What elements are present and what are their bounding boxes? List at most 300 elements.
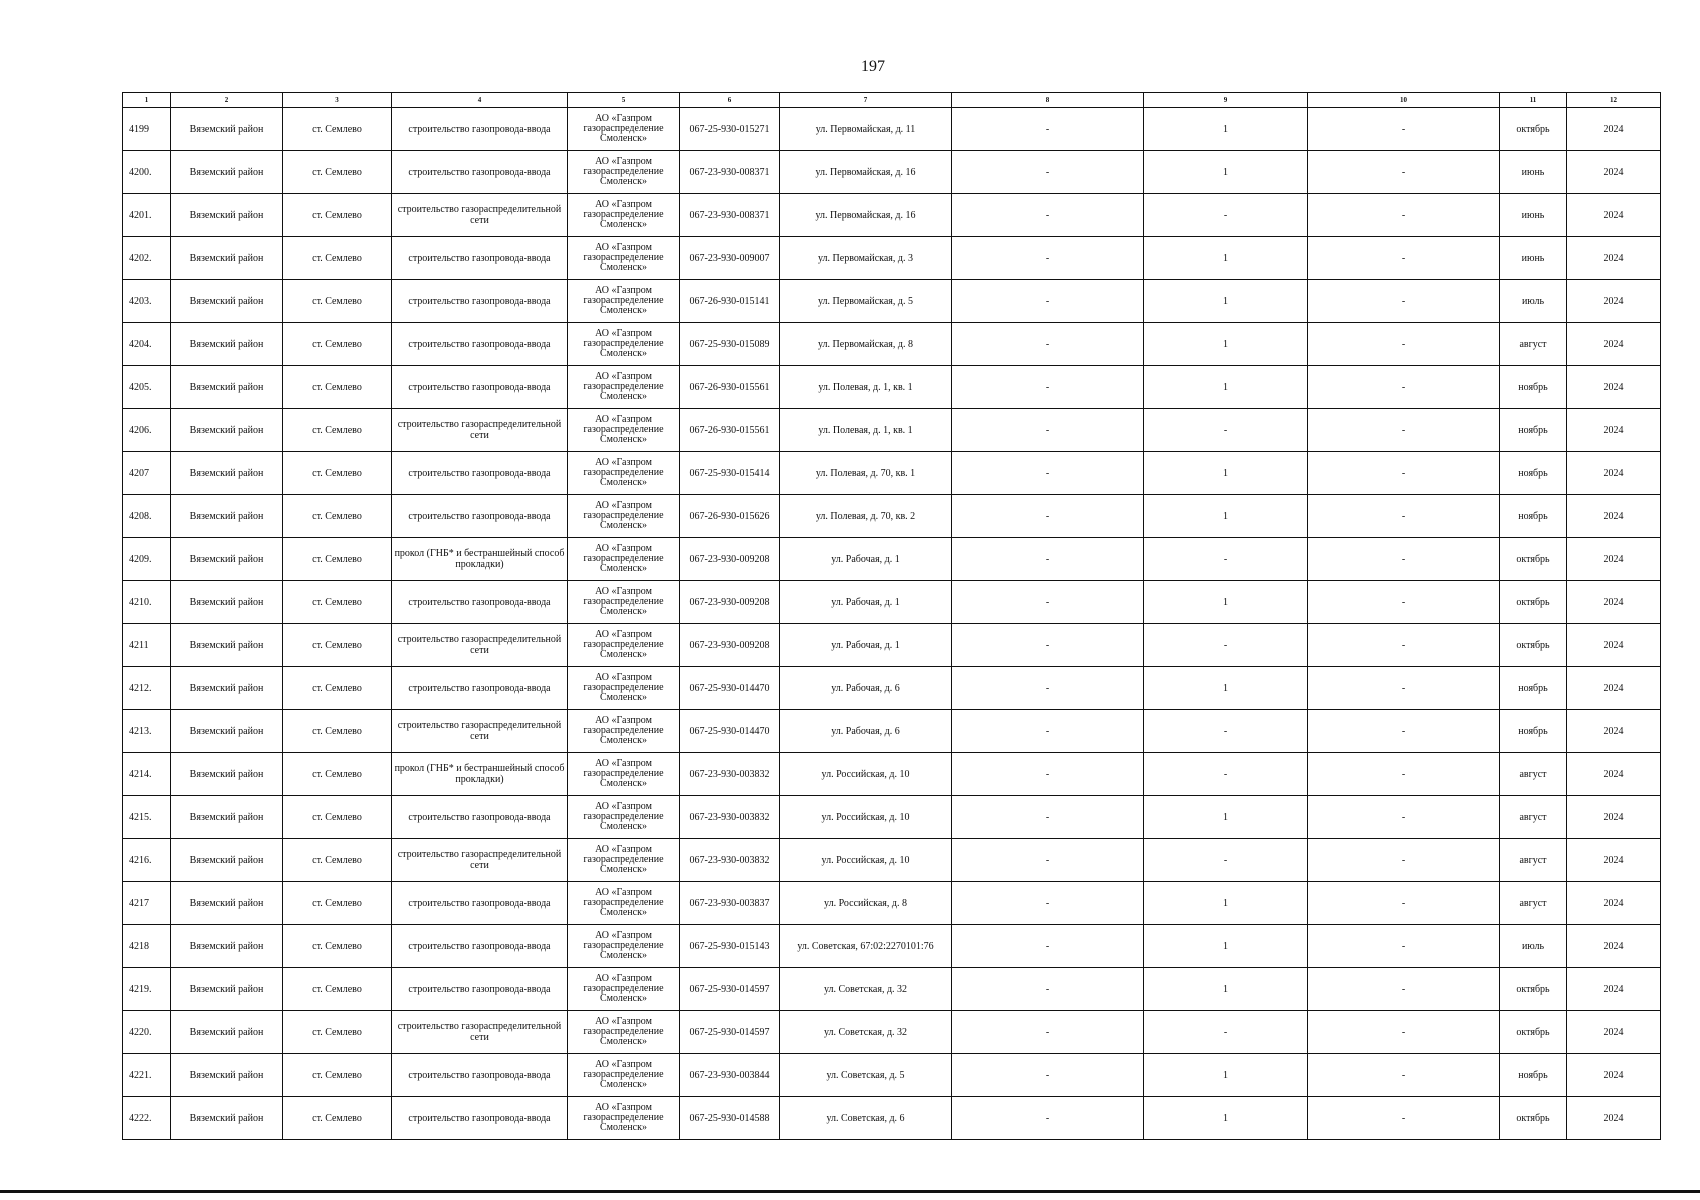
col8-cell: -: [952, 1054, 1144, 1097]
col8-cell: -: [952, 710, 1144, 753]
district-cell: Вяземский район: [171, 839, 283, 882]
col9-cell: -: [1144, 538, 1308, 581]
col10-cell: -: [1308, 237, 1500, 280]
column-header: 11: [1500, 93, 1567, 108]
request-number-cell: 067-25-930-015143: [680, 925, 780, 968]
address-cell: ул. Российская, д. 10: [780, 839, 952, 882]
col10-cell: -: [1308, 882, 1500, 925]
col10-cell: -: [1308, 366, 1500, 409]
work-type-cell: строительство газопровода-ввода: [392, 452, 568, 495]
address-cell: ул. Российская, д. 8: [780, 882, 952, 925]
request-number-cell: 067-23-930-009208: [680, 624, 780, 667]
table-row: [123, 495, 1661, 538]
work-type-cell: строительство газопровода-ввода: [392, 581, 568, 624]
col10-cell: -: [1308, 796, 1500, 839]
year-cell: 2024: [1567, 409, 1661, 452]
month-cell: октябрь: [1500, 538, 1567, 581]
col8-cell: -: [952, 753, 1144, 796]
district-cell: Вяземский район: [171, 237, 283, 280]
organization-cell: АО «Газпром газораспределение Смоленск»: [568, 624, 680, 667]
col9-cell: 1: [1144, 882, 1308, 925]
col8-cell: -: [952, 667, 1144, 710]
table-row: [123, 1054, 1661, 1097]
month-cell: октябрь: [1500, 581, 1567, 624]
col8-cell: -: [952, 151, 1144, 194]
col10-cell: -: [1308, 667, 1500, 710]
address-cell: ул. Рабочая, д. 6: [780, 667, 952, 710]
table-row: [123, 839, 1661, 882]
table-row: [123, 925, 1661, 968]
district-cell: Вяземский район: [171, 108, 283, 151]
column-header: 1: [123, 93, 171, 108]
work-type-cell: строительство газопровода-ввода: [392, 323, 568, 366]
request-number-cell: 067-23-930-003832: [680, 753, 780, 796]
district-cell: Вяземский район: [171, 151, 283, 194]
year-cell: 2024: [1567, 108, 1661, 151]
work-type-cell: строительство газопровода-ввода: [392, 1054, 568, 1097]
column-header: 3: [283, 93, 392, 108]
work-type-cell: строительство газопровода-ввода: [392, 968, 568, 1011]
organization-cell: АО «Газпром газораспределение Смоленск»: [568, 925, 680, 968]
organization-cell: АО «Газпром газораспределение Смоленск»: [568, 409, 680, 452]
col8-cell: -: [952, 323, 1144, 366]
col9-cell: -: [1144, 710, 1308, 753]
month-cell: октябрь: [1500, 108, 1567, 151]
row-number: 4202.: [123, 237, 171, 280]
settlement-cell: ст. Семлево: [283, 839, 392, 882]
row-number: 4201.: [123, 194, 171, 237]
organization-cell: АО «Газпром газораспределение Смоленск»: [568, 667, 680, 710]
col8-cell: -: [952, 280, 1144, 323]
work-type-cell: строительство газопровода-ввода: [392, 796, 568, 839]
month-cell: июнь: [1500, 151, 1567, 194]
organization-cell: АО «Газпром газораспределение Смоленск»: [568, 151, 680, 194]
settlement-cell: ст. Семлево: [283, 710, 392, 753]
district-cell: Вяземский район: [171, 452, 283, 495]
month-cell: ноябрь: [1500, 409, 1567, 452]
year-cell: 2024: [1567, 710, 1661, 753]
gasification-registry-table: [122, 92, 1661, 1140]
work-type-cell: строительство газопровода-ввода: [392, 108, 568, 151]
column-number-header-row: [123, 93, 1661, 108]
month-cell: июнь: [1500, 194, 1567, 237]
request-number-cell: 067-25-930-014470: [680, 710, 780, 753]
settlement-cell: ст. Семлево: [283, 1011, 392, 1054]
month-cell: август: [1500, 753, 1567, 796]
organization-cell: АО «Газпром газораспределение Смоленск»: [568, 194, 680, 237]
organization-cell: АО «Газпром газораспределение Смоленск»: [568, 1011, 680, 1054]
year-cell: 2024: [1567, 495, 1661, 538]
work-type-cell: строительство газопровода-ввода: [392, 366, 568, 409]
month-cell: ноябрь: [1500, 495, 1567, 538]
settlement-cell: ст. Семлево: [283, 452, 392, 495]
registry-body: [123, 108, 1661, 1140]
settlement-cell: ст. Семлево: [283, 624, 392, 667]
work-type-cell: строительство газопровода-ввода: [392, 151, 568, 194]
work-type-cell: строительство газораспределительной сети: [392, 1011, 568, 1054]
year-cell: 2024: [1567, 280, 1661, 323]
col8-cell: -: [952, 968, 1144, 1011]
row-number: 4218: [123, 925, 171, 968]
col8-cell: -: [952, 624, 1144, 667]
request-number-cell: 067-23-930-003837: [680, 882, 780, 925]
table-row: [123, 108, 1661, 151]
col8-cell: -: [952, 495, 1144, 538]
year-cell: 2024: [1567, 968, 1661, 1011]
col9-cell: 1: [1144, 968, 1308, 1011]
month-cell: июль: [1500, 925, 1567, 968]
col9-cell: -: [1144, 624, 1308, 667]
work-type-cell: прокол (ГНБ* и бестраншейный способ прокладки): [392, 538, 568, 581]
work-type-cell: строительство газораспределительной сети: [392, 194, 568, 237]
request-number-cell: 067-23-930-008371: [680, 194, 780, 237]
column-header: 2: [171, 93, 283, 108]
row-number: 4204.: [123, 323, 171, 366]
col9-cell: -: [1144, 839, 1308, 882]
row-number: 4221.: [123, 1054, 171, 1097]
district-cell: Вяземский район: [171, 1097, 283, 1140]
organization-cell: АО «Газпром газораспределение Смоленск»: [568, 796, 680, 839]
col10-cell: -: [1308, 452, 1500, 495]
row-number: 4219.: [123, 968, 171, 1011]
month-cell: октябрь: [1500, 968, 1567, 1011]
organization-cell: АО «Газпром газораспределение Смоленск»: [568, 280, 680, 323]
year-cell: 2024: [1567, 796, 1661, 839]
col10-cell: -: [1308, 968, 1500, 1011]
settlement-cell: ст. Семлево: [283, 925, 392, 968]
row-number: 4200.: [123, 151, 171, 194]
row-number: 4207: [123, 452, 171, 495]
row-number: 4217: [123, 882, 171, 925]
table-row: [123, 796, 1661, 839]
table-row: [123, 581, 1661, 624]
work-type-cell: строительство газораспределительной сети: [392, 624, 568, 667]
address-cell: ул. Первомайская, д. 16: [780, 194, 952, 237]
col9-cell: 1: [1144, 280, 1308, 323]
request-number-cell: 067-26-930-015561: [680, 366, 780, 409]
table-row: [123, 452, 1661, 495]
row-number: 4203.: [123, 280, 171, 323]
col10-cell: -: [1308, 538, 1500, 581]
address-cell: ул. Рабочая, д. 1: [780, 538, 952, 581]
column-header: 9: [1144, 93, 1308, 108]
request-number-cell: 067-26-930-015561: [680, 409, 780, 452]
col10-cell: -: [1308, 1097, 1500, 1140]
col10-cell: -: [1308, 1054, 1500, 1097]
col9-cell: 1: [1144, 1054, 1308, 1097]
month-cell: ноябрь: [1500, 452, 1567, 495]
month-cell: ноябрь: [1500, 1054, 1567, 1097]
settlement-cell: ст. Семлево: [283, 151, 392, 194]
month-cell: ноябрь: [1500, 710, 1567, 753]
district-cell: Вяземский район: [171, 280, 283, 323]
request-number-cell: 067-23-930-009007: [680, 237, 780, 280]
address-cell: ул. Полевая, д. 70, кв. 2: [780, 495, 952, 538]
organization-cell: АО «Газпром газораспределение Смоленск»: [568, 495, 680, 538]
row-number: 4213.: [123, 710, 171, 753]
row-number: 4214.: [123, 753, 171, 796]
row-number: 4211: [123, 624, 171, 667]
district-cell: Вяземский район: [171, 194, 283, 237]
work-type-cell: строительство газопровода-ввода: [392, 495, 568, 538]
district-cell: Вяземский район: [171, 624, 283, 667]
col10-cell: -: [1308, 925, 1500, 968]
col9-cell: 1: [1144, 925, 1308, 968]
request-number-cell: 067-23-930-008371: [680, 151, 780, 194]
work-type-cell: строительство газопровода-ввода: [392, 1097, 568, 1140]
month-cell: август: [1500, 796, 1567, 839]
year-cell: 2024: [1567, 839, 1661, 882]
col9-cell: 1: [1144, 495, 1308, 538]
col9-cell: 1: [1144, 796, 1308, 839]
settlement-cell: ст. Семлево: [283, 968, 392, 1011]
col9-cell: 1: [1144, 366, 1308, 409]
district-cell: Вяземский район: [171, 581, 283, 624]
organization-cell: АО «Газпром газораспределение Смоленск»: [568, 710, 680, 753]
col8-cell: -: [952, 1011, 1144, 1054]
month-cell: июнь: [1500, 237, 1567, 280]
table-row: [123, 366, 1661, 409]
row-number: 4212.: [123, 667, 171, 710]
settlement-cell: ст. Семлево: [283, 796, 392, 839]
month-cell: ноябрь: [1500, 366, 1567, 409]
col10-cell: -: [1308, 495, 1500, 538]
organization-cell: АО «Газпром газораспределение Смоленск»: [568, 323, 680, 366]
settlement-cell: ст. Семлево: [283, 366, 392, 409]
month-cell: август: [1500, 839, 1567, 882]
col9-cell: -: [1144, 1011, 1308, 1054]
organization-cell: АО «Газпром газораспределение Смоленск»: [568, 538, 680, 581]
year-cell: 2024: [1567, 452, 1661, 495]
col8-cell: -: [952, 925, 1144, 968]
table-row: [123, 710, 1661, 753]
col8-cell: -: [952, 452, 1144, 495]
request-number-cell: 067-23-930-009208: [680, 581, 780, 624]
year-cell: 2024: [1567, 194, 1661, 237]
request-number-cell: 067-25-930-014588: [680, 1097, 780, 1140]
year-cell: 2024: [1567, 925, 1661, 968]
request-number-cell: 067-25-930-015414: [680, 452, 780, 495]
col10-cell: -: [1308, 151, 1500, 194]
col8-cell: -: [952, 538, 1144, 581]
col10-cell: -: [1308, 409, 1500, 452]
settlement-cell: ст. Семлево: [283, 753, 392, 796]
work-type-cell: строительство газораспределительной сети: [392, 409, 568, 452]
address-cell: ул. Советская, д. 32: [780, 1011, 952, 1054]
settlement-cell: ст. Семлево: [283, 409, 392, 452]
month-cell: октябрь: [1500, 624, 1567, 667]
year-cell: 2024: [1567, 366, 1661, 409]
organization-cell: АО «Газпром газораспределение Смоленск»: [568, 1054, 680, 1097]
month-cell: ноябрь: [1500, 667, 1567, 710]
col9-cell: -: [1144, 409, 1308, 452]
col9-cell: 1: [1144, 667, 1308, 710]
address-cell: ул. Рабочая, д. 6: [780, 710, 952, 753]
table-row: [123, 667, 1661, 710]
year-cell: 2024: [1567, 624, 1661, 667]
col9-cell: 1: [1144, 452, 1308, 495]
settlement-cell: ст. Семлево: [283, 1097, 392, 1140]
col8-cell: -: [952, 194, 1144, 237]
address-cell: ул. Российская, д. 10: [780, 753, 952, 796]
year-cell: 2024: [1567, 237, 1661, 280]
bottom-rule: [0, 1190, 1700, 1193]
col8-cell: -: [952, 839, 1144, 882]
address-cell: ул. Рабочая, д. 1: [780, 624, 952, 667]
request-number-cell: 067-25-930-015089: [680, 323, 780, 366]
district-cell: Вяземский район: [171, 366, 283, 409]
request-number-cell: 067-23-930-009208: [680, 538, 780, 581]
col10-cell: -: [1308, 323, 1500, 366]
organization-cell: АО «Газпром газораспределение Смоленск»: [568, 452, 680, 495]
table-row: [123, 753, 1661, 796]
table-row: [123, 409, 1661, 452]
address-cell: ул. Первомайская, д. 8: [780, 323, 952, 366]
request-number-cell: 067-23-930-003844: [680, 1054, 780, 1097]
col9-cell: 1: [1144, 323, 1308, 366]
settlement-cell: ст. Семлево: [283, 667, 392, 710]
col10-cell: -: [1308, 839, 1500, 882]
organization-cell: АО «Газпром газораспределение Смоленск»: [568, 581, 680, 624]
year-cell: 2024: [1567, 1054, 1661, 1097]
settlement-cell: ст. Семлево: [283, 495, 392, 538]
row-number: 4206.: [123, 409, 171, 452]
year-cell: 2024: [1567, 151, 1661, 194]
col10-cell: -: [1308, 624, 1500, 667]
year-cell: 2024: [1567, 753, 1661, 796]
table-row: [123, 151, 1661, 194]
table-row: [123, 194, 1661, 237]
column-header: 5: [568, 93, 680, 108]
table-row: [123, 237, 1661, 280]
request-number-cell: 067-25-930-014597: [680, 1011, 780, 1054]
request-number-cell: 067-26-930-015141: [680, 280, 780, 323]
col9-cell: 1: [1144, 581, 1308, 624]
col10-cell: -: [1308, 1011, 1500, 1054]
address-cell: ул. Первомайская, д. 3: [780, 237, 952, 280]
work-type-cell: строительство газораспределительной сети: [392, 710, 568, 753]
col10-cell: -: [1308, 710, 1500, 753]
table-row: [123, 1097, 1661, 1140]
col9-cell: -: [1144, 194, 1308, 237]
work-type-cell: строительство газопровода-ввода: [392, 667, 568, 710]
district-cell: Вяземский район: [171, 1011, 283, 1054]
month-cell: октябрь: [1500, 1097, 1567, 1140]
work-type-cell: строительство газопровода-ввода: [392, 882, 568, 925]
district-cell: Вяземский район: [171, 968, 283, 1011]
request-number-cell: 067-23-930-003832: [680, 796, 780, 839]
organization-cell: АО «Газпром газораспределение Смоленск»: [568, 882, 680, 925]
col10-cell: -: [1308, 194, 1500, 237]
address-cell: ул. Советская, д. 5: [780, 1054, 952, 1097]
settlement-cell: ст. Семлево: [283, 194, 392, 237]
district-cell: Вяземский район: [171, 1054, 283, 1097]
district-cell: Вяземский район: [171, 796, 283, 839]
col8-cell: -: [952, 882, 1144, 925]
col8-cell: -: [952, 366, 1144, 409]
request-number-cell: 067-25-930-015271: [680, 108, 780, 151]
col8-cell: -: [952, 409, 1144, 452]
address-cell: ул. Советская, д. 6: [780, 1097, 952, 1140]
col10-cell: -: [1308, 280, 1500, 323]
row-number: 4199: [123, 108, 171, 151]
col9-cell: 1: [1144, 1097, 1308, 1140]
month-cell: август: [1500, 323, 1567, 366]
year-cell: 2024: [1567, 581, 1661, 624]
organization-cell: АО «Газпром газораспределение Смоленск»: [568, 839, 680, 882]
district-cell: Вяземский район: [171, 925, 283, 968]
table-row: [123, 280, 1661, 323]
row-number: 4210.: [123, 581, 171, 624]
row-number: 4222.: [123, 1097, 171, 1140]
work-type-cell: строительство газораспределительной сети: [392, 839, 568, 882]
month-cell: октябрь: [1500, 1011, 1567, 1054]
settlement-cell: ст. Семлево: [283, 1054, 392, 1097]
settlement-cell: ст. Семлево: [283, 237, 392, 280]
work-type-cell: строительство газопровода-ввода: [392, 925, 568, 968]
address-cell: ул. Первомайская, д. 11: [780, 108, 952, 151]
row-number: 4220.: [123, 1011, 171, 1054]
organization-cell: АО «Газпром газораспределение Смоленск»: [568, 968, 680, 1011]
table-row: [123, 968, 1661, 1011]
address-cell: ул. Рабочая, д. 1: [780, 581, 952, 624]
col8-cell: -: [952, 796, 1144, 839]
year-cell: 2024: [1567, 882, 1661, 925]
col9-cell: 1: [1144, 237, 1308, 280]
year-cell: 2024: [1567, 1097, 1661, 1140]
address-cell: ул. Первомайская, д. 5: [780, 280, 952, 323]
request-number-cell: 067-25-930-014597: [680, 968, 780, 1011]
address-cell: ул. Советская, 67:02:2270101:76: [780, 925, 952, 968]
column-header: 8: [952, 93, 1144, 108]
col9-cell: 1: [1144, 151, 1308, 194]
column-header: 12: [1567, 93, 1661, 108]
column-header: 4: [392, 93, 568, 108]
request-number-cell: 067-26-930-015626: [680, 495, 780, 538]
page-number: 197: [861, 58, 885, 75]
table-row: [123, 538, 1661, 581]
row-number: 4215.: [123, 796, 171, 839]
table-row: [123, 323, 1661, 366]
col10-cell: -: [1308, 753, 1500, 796]
col9-cell: 1: [1144, 108, 1308, 151]
column-header: 6: [680, 93, 780, 108]
settlement-cell: ст. Семлево: [283, 323, 392, 366]
district-cell: Вяземский район: [171, 538, 283, 581]
table-row: [123, 882, 1661, 925]
work-type-cell: прокол (ГНБ* и бестраншейный способ прокладки): [392, 753, 568, 796]
table-row: [123, 624, 1661, 667]
organization-cell: АО «Газпром газораспределение Смоленск»: [568, 1097, 680, 1140]
settlement-cell: ст. Семлево: [283, 538, 392, 581]
request-number-cell: 067-25-930-014470: [680, 667, 780, 710]
work-type-cell: строительство газопровода-ввода: [392, 237, 568, 280]
row-number: 4216.: [123, 839, 171, 882]
row-number: 4208.: [123, 495, 171, 538]
organization-cell: АО «Газпром газораспределение Смоленск»: [568, 108, 680, 151]
settlement-cell: ст. Семлево: [283, 280, 392, 323]
address-cell: ул. Российская, д. 10: [780, 796, 952, 839]
work-type-cell: строительство газопровода-ввода: [392, 280, 568, 323]
col8-cell: -: [952, 1097, 1144, 1140]
month-cell: август: [1500, 882, 1567, 925]
address-cell: ул. Полевая, д. 70, кв. 1: [780, 452, 952, 495]
address-cell: ул. Первомайская, д. 16: [780, 151, 952, 194]
settlement-cell: ст. Семлево: [283, 108, 392, 151]
organization-cell: АО «Газпром газораспределение Смоленск»: [568, 753, 680, 796]
month-cell: июль: [1500, 280, 1567, 323]
col8-cell: -: [952, 581, 1144, 624]
